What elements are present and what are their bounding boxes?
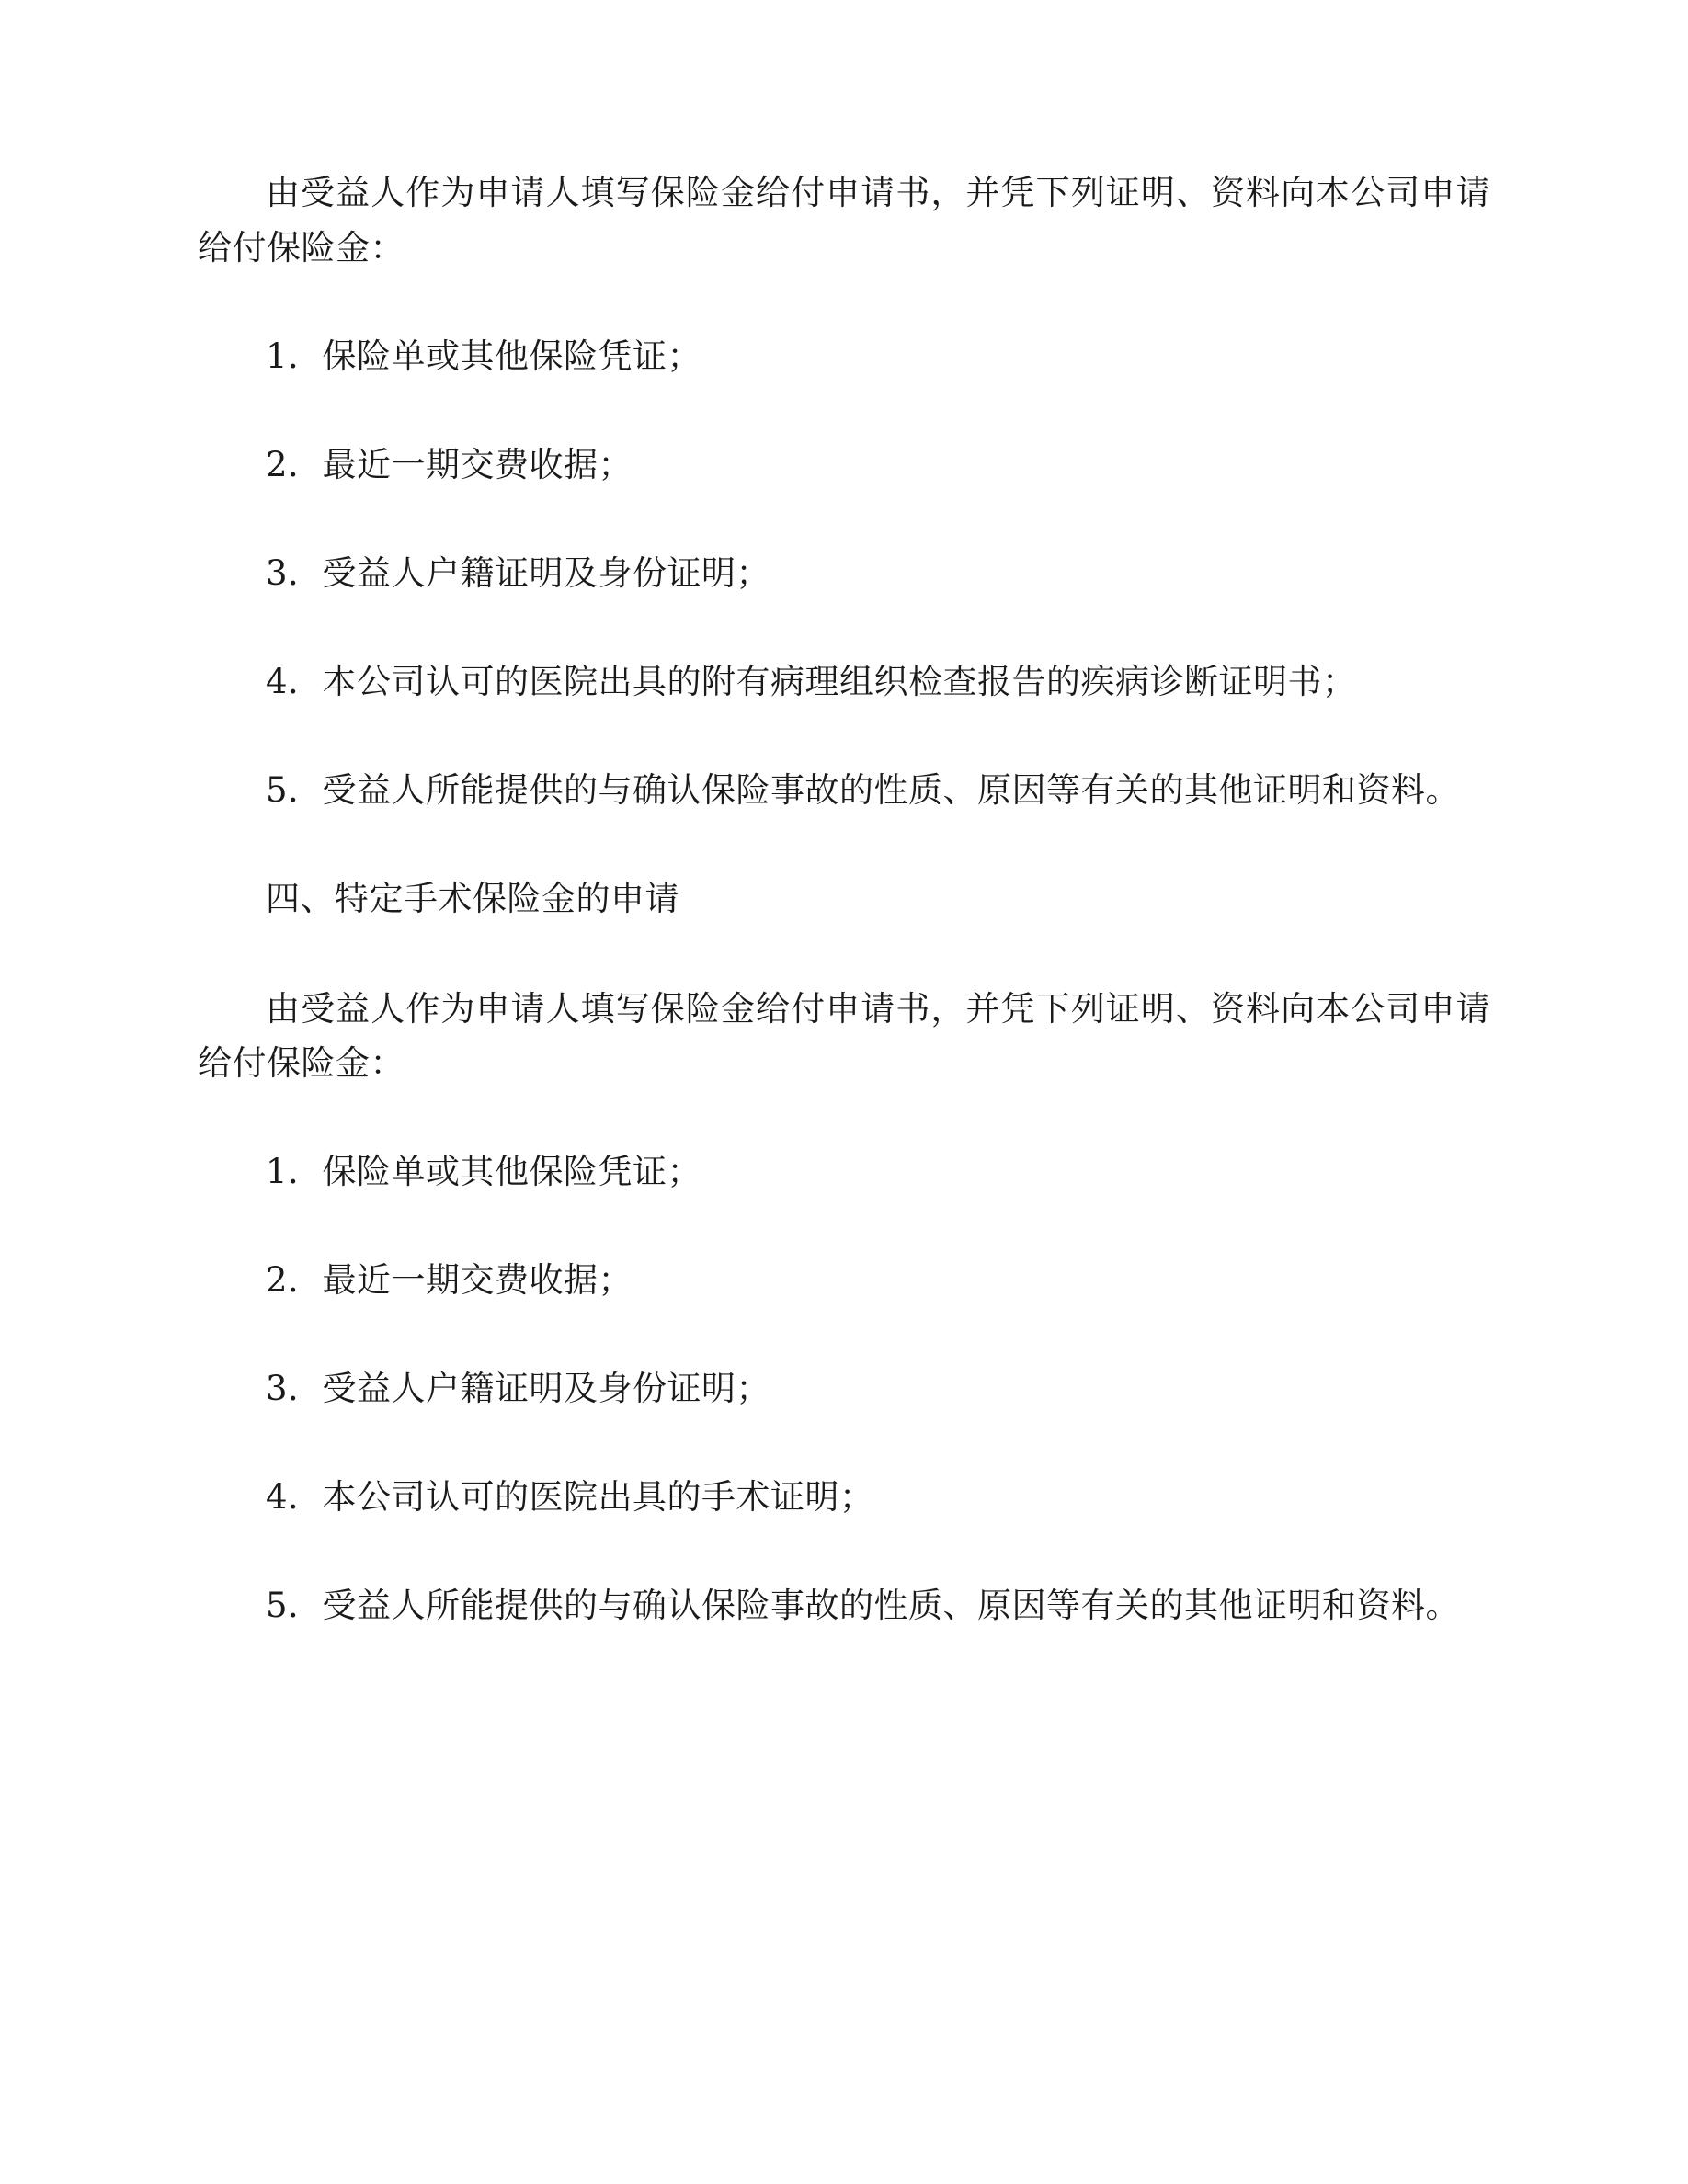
document-body: [198, 165, 1490, 1633]
list-item-section2-3: 3．受益人户籍证明及身份证明；: [266, 1369, 771, 1409]
paragraph-intro-1: 由受益人作为申请人填写保险金给付申请书，并凭下列证明、资料向本公司申请给付保险金：: [198, 173, 1490, 267]
list-item-section2-4: 4．本公司认可的医院出具的手术证明；: [266, 1477, 874, 1518]
list-item-section1-2: 2．最近一期交费收据；: [266, 444, 633, 484]
list-item-section1-1: 1．保险单或其他保险凭证；: [266, 336, 702, 376]
paragraph-intro-2: 由受益人作为申请人填写保险金给付申请书，并凭下列证明、资料向本公司申请给付保险金：: [198, 988, 1490, 1084]
list-item-section2-1: 1．保险单或其他保险凭证；: [266, 1152, 702, 1192]
section-heading-four: 四、特定手术保险金的申请: [266, 878, 679, 918]
list-item-section2-2: 2．最近一期交费收据；: [266, 1260, 633, 1301]
list-item-section1-5: 5．受益人所能提供的与确认保险事故的性质、原因等有关的其他证明和资料。: [266, 769, 1461, 810]
list-item-section1-3: 3．受益人户籍证明及身份证明；: [266, 552, 771, 593]
list-item-section2-5: 5．受益人所能提供的与确认保险事故的性质、原因等有关的其他证明和资料。: [266, 1586, 1461, 1626]
list-item-section1-4: 4．本公司认可的医院出具的附有病理组织检查报告的疾病诊断证明书；: [266, 661, 1357, 701]
